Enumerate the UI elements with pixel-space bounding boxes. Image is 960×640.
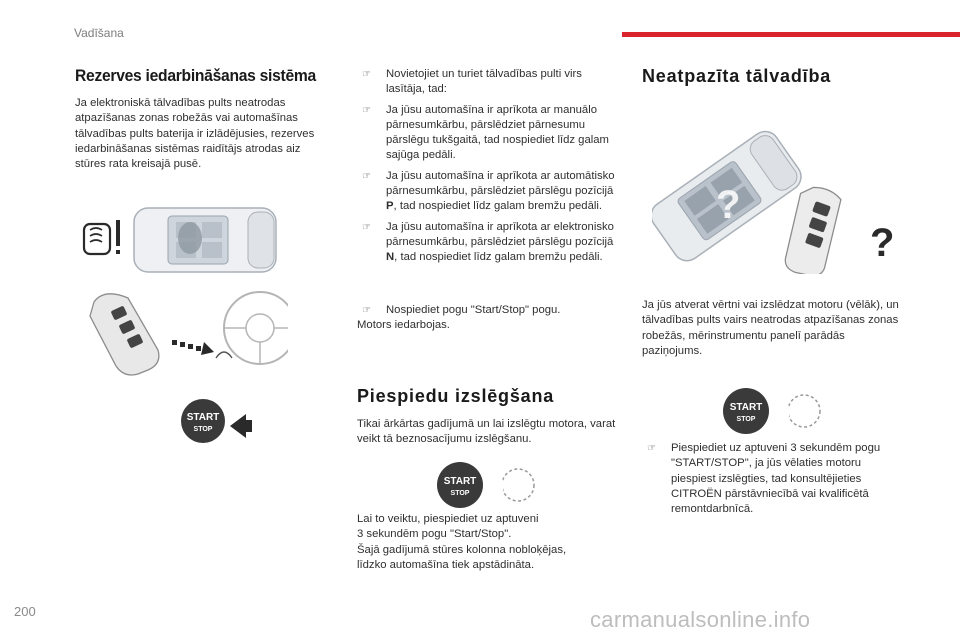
list-item: ☞ Ja jūsu automašīna ir aprīkota ar manuālo pārnesumkārbu, pārslēdziet pārnesumu pārslēgu tukšgaitā, tad nospiediet līdz galam sajūga pedāli. (362, 103, 609, 162)
forced-stop-paragraph: Tikai ārkārtas gadījumā un lai izslēgtu motora, varat veikt tā beznosacījumu izslēgšanu. (357, 418, 616, 446)
svg-text:+3s: +3s (495, 473, 533, 498)
car-top-view (134, 208, 276, 272)
plus-3s-icon (781, 395, 820, 427)
finger-pointer-icon: ☞ (362, 170, 371, 182)
list-item: ☞ Novietojiet un turiet tālvadības pulti virs lasītāja, tad: (362, 68, 582, 96)
page-number: 200 (14, 604, 36, 619)
key-fob-icon (90, 294, 159, 375)
start-label: START (443, 476, 477, 487)
start-stop-3s-badge-middle (436, 461, 546, 509)
start-stop-badge-left (180, 398, 254, 444)
svg-text:+3s: +3s (781, 399, 819, 424)
press-step-list (357, 303, 619, 318)
list-item: ☞ Ja jūsu automašīna ir aprīkota ar elektronisko pārnesumkārbu, pārslēdziet pārslēgu pozīcijā N, tad nospiediet līdz galam bremžu pedāli. (362, 220, 614, 264)
finger-pointer-icon: ☞ (362, 221, 371, 233)
watermark: carmanualsonline.info (590, 607, 811, 632)
list-item: ☞ Nospiediet pogu "Start/Stop" pogu. (357, 303, 619, 318)
accent-bar (622, 32, 960, 37)
backup-start-paragraph: Ja elektroniskā tālvadības pults neatrodas atpazīšanas zonas robežās vai automašīnas tālvadības pults baterija ir izlādējusies, rezerves iedarbināšanas sistēmas raidītājs atrodas aiz stūres rata kreisajā pusē. (75, 97, 315, 171)
backup-start-title: Rezerves iedarbināšanas sistēma (75, 66, 316, 85)
finger-pointer-icon: ☞ (362, 305, 371, 316)
unrecognized-remote-paragraph: Ja jūs atverat vērtni vai izslēdzat motoru (vēlāk), un tālvadības pults vairs neatrodas atpazīšanas zonas robežās, mērinstrumentu panelī parādās paziņojums. (642, 299, 899, 357)
start-label: START (186, 412, 220, 423)
section-label: Vadīšana (74, 26, 124, 40)
key-warning-icon (84, 220, 120, 254)
forced-stop-note: Lai to veiktu, piespiediet uz aptuveni 3 sekundēm pogu "Start/Stop". Šajā gadījumā stūres kolonna nobloķējas, līdzko automašīna tiek apstādināta. (357, 513, 567, 571)
arrow-icon (172, 340, 214, 355)
forced-stop-title: Piespiedu izslēgšana (357, 386, 555, 406)
finger-pointer-icon: ☞ (362, 69, 371, 80)
steering-wheel-icon (216, 292, 288, 364)
key-to-steering-illustration (88, 288, 288, 380)
stop-label: STOP (736, 416, 756, 423)
start-label: START (729, 402, 763, 413)
question-icon: ? (716, 183, 741, 227)
unrecognized-remote-illustration (652, 124, 902, 274)
finger-pointer-icon: ☞ (362, 104, 371, 116)
start-steps-list (357, 67, 619, 271)
force-stop-step-list (642, 441, 904, 522)
stop-label: STOP (450, 490, 470, 497)
start-stop-3s-badge-right (722, 387, 832, 435)
list-item: ☞ Piespiediet uz aptuveni 3 sekundēm pogu "START/STOP", ja jūs vēlaties motoru piespiest izslēgties, tad konsultējieties CITROËN pārstāvniecībā vai kvalificētā remontdarbnīcā. (647, 442, 881, 516)
unrecognized-remote-title: Neatpazīta tālvadība (642, 66, 832, 86)
car-key-warning-illustration (72, 198, 292, 284)
plus-3s-icon (495, 469, 534, 501)
stop-label: STOP (193, 426, 213, 433)
question-icon: ? (870, 221, 895, 265)
finger-pointer-icon: ☞ (647, 443, 656, 454)
list-item: ☞ Ja jūsu automašīna ir aprīkota ar automātisko pārnesumkārbu, pārslēdziet pārslēgu pozīcijā P, tad nospiediet līdz galam bremžu pedāli. (362, 169, 615, 213)
motor-starts-text: Motors iedarbojas. (357, 319, 450, 331)
